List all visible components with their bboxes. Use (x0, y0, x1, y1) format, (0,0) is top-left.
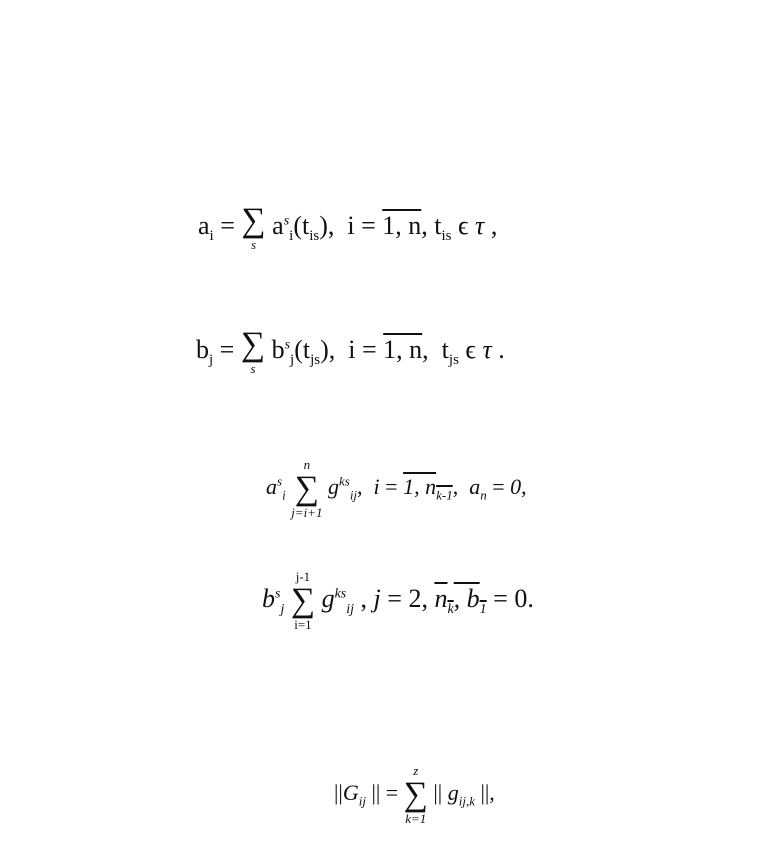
equation-5-83: $b^s_j$ j-1 ∑ i=1 $g^{ks}_{ij}$ , j = 2, $n_k$, $b_1 = 0$. (262, 569, 534, 632)
equation-5-84: $||G_{ij}$ || = z ∑ k=1 || $g_{ij,k}$ ||, (334, 763, 495, 826)
equation-5-80: $a_i$ = ∑ s $a^s_i(t_{is})$, i = 1, n, $t_{is}$ ϵ τ , (198, 202, 498, 252)
equation-5-82: $a^s_i$ n ∑ j=i+1 $g^{ks}_{ij}$, i = 1, $n_{k-1}$, $a_n = 0$, (266, 457, 527, 520)
equation-5-81: $b_j$ = ∑ s $b^s_j(t_{js})$, i = 1, n, $t_{js}$ ϵ τ . (196, 326, 505, 376)
